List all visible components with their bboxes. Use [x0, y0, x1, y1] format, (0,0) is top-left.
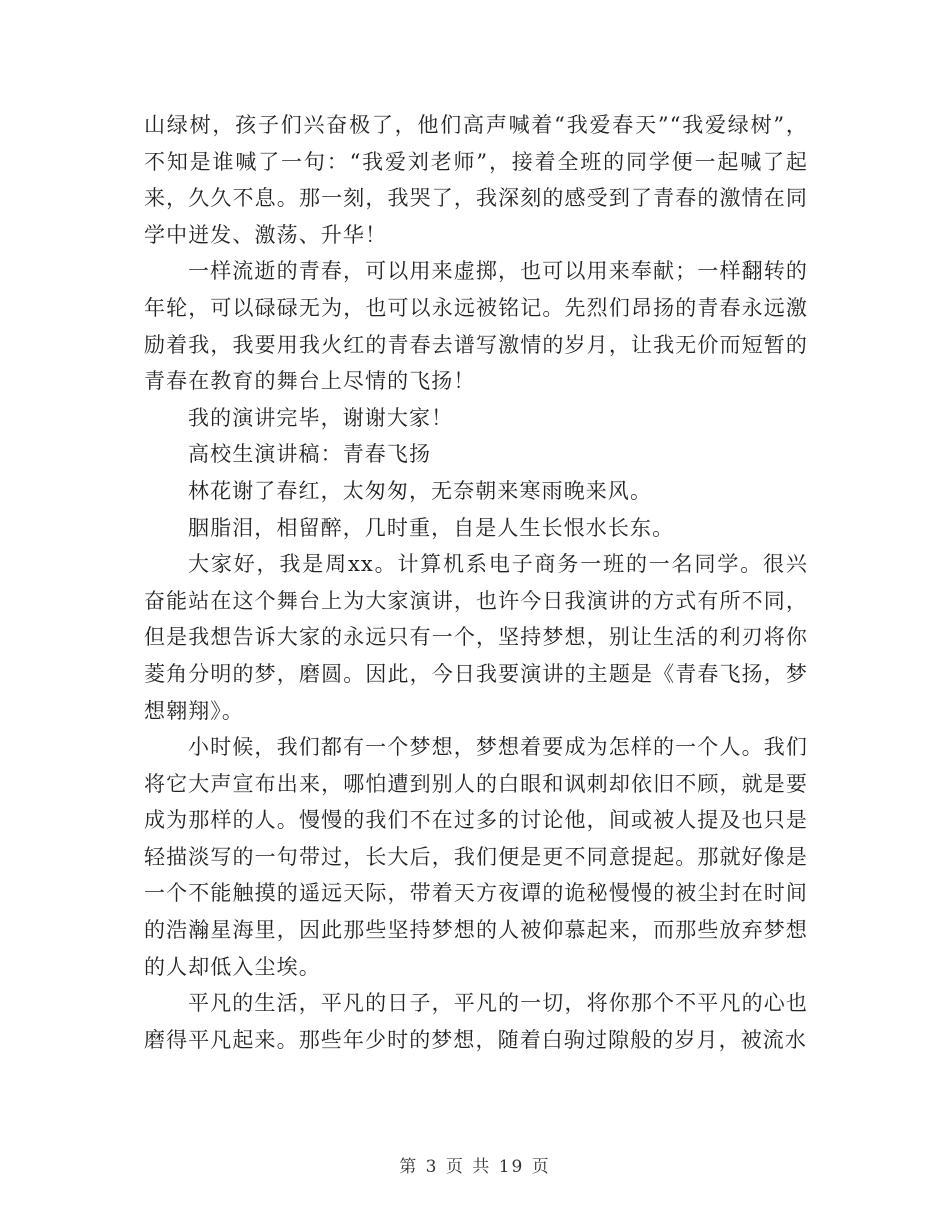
page-number-footer: 第 3 页 共 19 页: [399, 1157, 551, 1177]
poem-line-2: 胭脂泪，相留醉，几时重，自是人生长恨水长东。: [188, 515, 675, 540]
paragraph-2: 一样流逝的青春，可以用来虚掷，也可以用来奉献；一样翻转的年轮，可以碌碌无为，也可以永远被铭记。先烈们昂扬的青春永远激励着我，我要用我火红的青春去谱写激情的岁月，让我无价而短暂的青春在教育的舞台上尽情的飞扬！: [144, 259, 808, 394]
speech-heading: 高校生演讲稿：青春飞扬: [188, 442, 432, 467]
paragraph-8: 小时候，我们都有一个梦想，梦想着要成为怎样的一个人。我们将它大声宣布出来，哪怕遭到别人的白眼和讽刺却依旧不顾，就是要成为那样的人。慢慢的我们不在过多的讨论他，间或被人提及也只是轻描淡写的一句带过，长大后，我们便是更不同意提起。那就好像是一个不能触摸的遥远天际，带着天方夜谭的诡秘慢慢的被尘封在时间的浩瀚星海里，因此那些坚持梦想的人被仰慕起来，而那些放弃梦想的人却低入尘埃。: [144, 735, 808, 979]
paragraph-1: 山绿树，孩子们兴奋极了，他们高声喊着“我爱春天”“我爱绿树”，不知是谁喊了一句：“我爱刘老师”，接着全班的同学便一起喊了起来，久久不息。那一刻，我哭了，我深刻的感受到了青春的激情在同学中迸发、激荡、升华！: [144, 113, 808, 247]
paragraph-7: 大家好，我是周xx。计算机系电子商务一班的一名同学。很兴奋能站在这个舞台上为大家演讲，也许今日我演讲的方式有所不同，但是我想告诉大家的永远只有一个，坚持梦想，别让生活的利刃将你菱角分明的梦，磨圆。因此，今日我要演讲的主题是《青春飞扬，梦想翱翔》。: [144, 552, 808, 723]
paragraph-9: 平凡的生活，平凡的日子，平凡的一切，将你那个不平凡的心也磨得平凡起来。那些年少时的梦想，随着白驹过隙般的岁月，被流水: [144, 991, 808, 1052]
document-body: [144, 107, 808, 1058]
paragraph-3: 我的演讲完毕，谢谢大家！: [188, 405, 454, 430]
poem-line-1: 林花谢了春红，太匆匆，无奈朝来寒雨晚来风。: [188, 478, 653, 503]
